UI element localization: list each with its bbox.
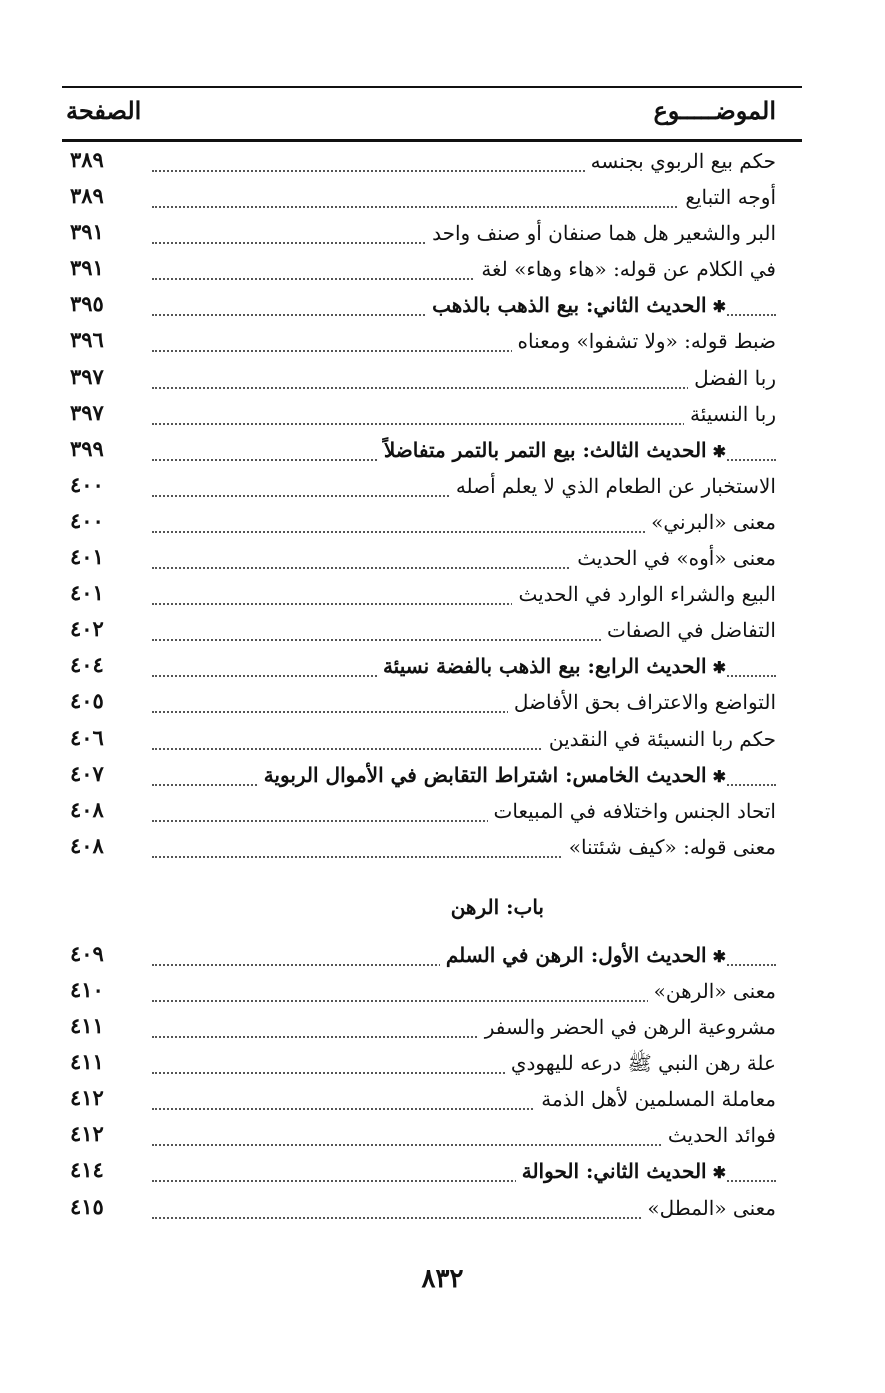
- asterisk-icon: ✱: [712, 658, 726, 678]
- toc-entry: [70, 793, 776, 829]
- entry-title-text: التفاضل في الصفات: [606, 618, 776, 643]
- entry-title-text: الحديث الرابع: بيع الذهب بالفضة نسيئة: [382, 654, 707, 679]
- entry-title: [645, 510, 776, 534]
- entry-title: [426, 293, 726, 317]
- entry-title: [571, 546, 776, 570]
- asterisk-icon: ✱: [712, 441, 726, 461]
- entry-page-number: ٤٠٥: [70, 688, 104, 714]
- entry-page-number: ٤٠١: [70, 544, 104, 570]
- entry-title-text: البيع والشراء الوارد في الحديث: [518, 582, 776, 607]
- entry-title: [679, 185, 776, 209]
- entry-title: [440, 943, 726, 967]
- entry-title: [512, 329, 776, 353]
- entry-page-number: ٤٠٢: [70, 616, 104, 642]
- entry-title: [516, 1159, 726, 1183]
- entry-title: [585, 149, 776, 173]
- table-of-contents: [70, 143, 776, 1226]
- entry-title-text: اتحاد الجنس واختلافه في المبيعات: [493, 798, 776, 823]
- toc-entry: [70, 1009, 776, 1045]
- entry-title: [648, 979, 776, 1003]
- entry-page-number: ٤٠٨: [70, 832, 104, 858]
- toc-main-entry: [70, 1153, 776, 1189]
- entry-page-number: ٣٩٦: [70, 327, 104, 353]
- asterisk-icon: ✱: [712, 946, 726, 966]
- toc-main-entry: [70, 757, 776, 793]
- toc-entry: [70, 1190, 776, 1226]
- entry-page-number: ٤٠٠: [70, 507, 104, 533]
- entry-title: [505, 1051, 776, 1080]
- toc-entry: [70, 576, 776, 612]
- entry-title: [488, 799, 776, 823]
- entry-page-number: ٤١١: [70, 1049, 104, 1075]
- entry-page-number: ٤٠١: [70, 580, 104, 606]
- toc-entry: [70, 1045, 776, 1081]
- entry-title-text: فوائد الحديث: [667, 1123, 776, 1148]
- entry-title-text: ضبط قوله: «ولا تشفوا» ومعناه: [517, 329, 776, 354]
- asterisk-icon: ✱: [712, 297, 726, 317]
- entry-title-text: الحديث الثالث: بيع التمر بالتمر متفاضلاً: [383, 437, 707, 462]
- dot-leader: [152, 387, 776, 389]
- toc-entry: [70, 468, 776, 504]
- entry-page-number: ٤٠٧: [70, 760, 104, 786]
- entry-title-text: الاستخبار عن الطعام الذي لا يعلم أصله: [455, 473, 776, 498]
- entry-title-text: الحديث الأول: الرهن في السلم: [445, 942, 707, 967]
- entry-page-number: ٣٩٥: [70, 291, 104, 317]
- toc-entry: [70, 251, 776, 287]
- entry-title-text: علة رهن النبي ﷺ درعه لليهودي: [510, 1051, 776, 1076]
- entry-title: [563, 835, 776, 859]
- entry-title: [688, 366, 776, 390]
- toc-entry: [70, 323, 776, 359]
- toc-entry: [70, 829, 776, 865]
- toc-entry: [70, 684, 776, 720]
- toc-main-entry: [70, 432, 776, 468]
- entry-title-text: معنى قوله: «كيف شئتنا»: [568, 834, 776, 859]
- entry-page-number: ٤٠٨: [70, 796, 104, 822]
- toc-entry: [70, 504, 776, 540]
- entry-title: [378, 438, 726, 462]
- entry-page-number: ٣٩٧: [70, 363, 104, 389]
- asterisk-icon: ✱: [712, 1163, 726, 1183]
- dot-leader: [152, 423, 776, 425]
- page-column-header: الصفحة: [66, 96, 142, 125]
- entry-title: [543, 727, 776, 751]
- entry-page-number: ٣٩١: [70, 255, 104, 281]
- toc-entry: [70, 1117, 776, 1153]
- top-rule: [62, 86, 802, 88]
- entry-title: [535, 1087, 776, 1111]
- entry-page-number: ٣٨٩: [70, 147, 104, 172]
- entry-title-text: ربا النسيئة: [690, 401, 776, 426]
- toc-main-entry: [70, 937, 776, 973]
- entry-title: [508, 690, 776, 714]
- entry-title: [684, 402, 776, 426]
- header-rule: [62, 139, 802, 142]
- entry-page-number: ٤٠٦: [70, 724, 104, 750]
- entry-title-text: مشروعية الرهن في الحضر والسفر: [484, 1015, 776, 1040]
- entry-title-text: ربا الفضل: [694, 365, 776, 390]
- toc-entry: [70, 973, 776, 1009]
- toc-entry: [70, 396, 776, 432]
- entry-page-number: ٣٨٩: [70, 183, 104, 209]
- entry-page-number: ٤١١: [70, 1013, 104, 1039]
- toc-main-entry: [70, 648, 776, 684]
- entry-page-number: ٣٩٧: [70, 399, 104, 425]
- entry-page-number: ٤٠٠: [70, 471, 104, 497]
- entry-title-text: أوجه التبايع: [685, 185, 776, 210]
- entry-title-text: معاملة المسلمين لأهل الذمة: [541, 1087, 776, 1112]
- entry-title: [601, 618, 776, 642]
- toc-entry: [70, 215, 776, 251]
- entry-title: [512, 582, 776, 606]
- entry-page-number: ٤٠٩: [70, 940, 104, 966]
- entry-page-number: ٣٩٩: [70, 435, 104, 461]
- entry-page-number: ٤٠٤: [70, 652, 104, 678]
- entry-title: [377, 654, 726, 678]
- entry-title-text: حكم بيع الربوي بجنسه: [590, 149, 776, 173]
- toc-entry: [70, 1081, 776, 1117]
- entry-title: [479, 1015, 776, 1039]
- entry-page-number: ٤١٢: [70, 1085, 104, 1111]
- entry-title-text: معنى «البرني»: [651, 509, 776, 534]
- entry-title-text: الحديث الثاني: الحوالة: [521, 1159, 707, 1184]
- entry-title: [450, 474, 776, 498]
- entry-title-text: التواضع والاعتراف بحق الأفاضل: [513, 690, 776, 715]
- entry-title: [426, 221, 776, 245]
- toc-entry: [70, 721, 776, 757]
- toc-entry: [70, 540, 776, 576]
- entry-title-text: حكم ربا النسيئة في النقدين: [548, 726, 776, 751]
- toc-entry: [70, 612, 776, 648]
- toc-entry: [70, 360, 776, 396]
- entry-page-number: ٤١٢: [70, 1121, 104, 1147]
- chapter-heading: باب: الرهن: [450, 894, 544, 919]
- entry-title-text: معنى «الرهن»: [653, 978, 776, 1003]
- entry-title: [641, 1196, 776, 1220]
- entry-page-number: ٤١٠: [70, 976, 104, 1002]
- entry-title-text: معنى «المطل»: [647, 1195, 776, 1220]
- entry-page-number: ٤١٤: [70, 1157, 104, 1183]
- chapter-heading-row: [70, 865, 776, 937]
- entry-title-text: الحديث الخامس: اشتراط التقابض في الأموال الربوية: [263, 762, 707, 787]
- toc-entry: [70, 179, 776, 215]
- toc-entry: [70, 143, 776, 179]
- asterisk-icon: ✱: [712, 766, 726, 786]
- entry-title: [258, 763, 726, 787]
- entry-page-number: ٣٩١: [70, 219, 104, 245]
- entry-title-text: معنى «أوه» في الحديث: [577, 546, 776, 571]
- entry-title: [662, 1123, 776, 1147]
- page-number: ٨٣٢: [421, 1264, 464, 1294]
- entry-title-text: في الكلام عن قوله: «هاء وهاء» لغة: [481, 257, 776, 282]
- entry-page-number: ٤١٥: [70, 1193, 104, 1219]
- entry-title-text: الحديث الثاني: بيع الذهب بالذهب: [432, 293, 707, 318]
- toc-main-entry: [70, 287, 776, 323]
- entry-title: [475, 257, 776, 281]
- topic-column-header: الموضـــــوع: [653, 96, 776, 125]
- entry-title-text: البر والشعير هل هما صنفان أو صنف واحد: [432, 221, 776, 246]
